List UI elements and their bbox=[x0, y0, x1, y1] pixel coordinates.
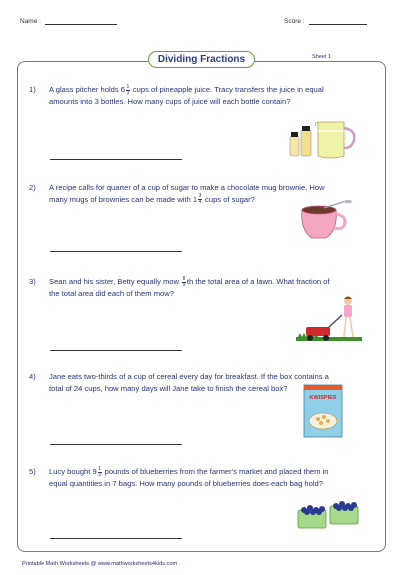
name-label: Name : bbox=[20, 18, 41, 25]
juice-pitcher-illustration bbox=[288, 112, 360, 160]
answer-line-5[interactable] bbox=[50, 538, 182, 539]
answer-line-3[interactable] bbox=[50, 350, 182, 351]
question-number: 5) bbox=[29, 467, 36, 476]
question-text: Sean and his sister, Betty equally mow $\frac{8}{9}$ th the total area of a lawn. What fraction of the total area did each of them mow? bbox=[49, 275, 330, 298]
score-label: Score : bbox=[284, 18, 305, 25]
fraction: $\frac{1}{3}$ bbox=[98, 465, 101, 478]
fraction: $\frac{8}{9}$ bbox=[182, 275, 186, 288]
cereal-box-illustration bbox=[302, 383, 346, 439]
footer-text: Printable Math Worksheets @ www.mathworksheets4kids.com bbox=[22, 561, 178, 567]
question-text: A glass pitcher holds 6 $\frac{1}{3}$ cups of pineapple juice. Tracy transfers the juice in equal amounts into 3 bottles. How many cups of juice will each bottle contain? bbox=[49, 83, 324, 106]
blueberries-illustration bbox=[296, 498, 362, 532]
fraction: $\frac{3}{4}$ bbox=[198, 193, 202, 205]
name-line[interactable] bbox=[45, 24, 117, 25]
name-field[interactable] bbox=[20, 18, 117, 25]
page-title: Dividing Fractions bbox=[148, 51, 255, 68]
answer-line-1[interactable] bbox=[50, 159, 182, 160]
question-number: 4) bbox=[29, 372, 36, 381]
question-number: 1) bbox=[29, 85, 36, 94]
lawn-mower-illustration bbox=[296, 293, 362, 347]
answer-line-4[interactable] bbox=[50, 444, 182, 445]
score-line[interactable] bbox=[309, 24, 367, 25]
answer-line-2[interactable] bbox=[50, 251, 182, 252]
sheet-label: Sheet 1 bbox=[312, 54, 331, 60]
question-text: Lucy bought 9 $\frac{1}{3}$ pounds of blueberries from the farmer's market and placed them in equal quantities in 7 bags. How many pounds of blueberries does each bag hold? bbox=[49, 465, 329, 488]
question-text: A recipe calls for quarter of a cup of sugar to make a chocolate mug brownie. How many mugs of brownies can be made with 1 $\frac{3}{4}$ cups of sugar? bbox=[49, 183, 325, 205]
mug-brownie-illustration bbox=[296, 200, 354, 242]
question-number: 3) bbox=[29, 277, 36, 286]
cereal-box-label: KWISPIES bbox=[309, 395, 337, 401]
question-number: 2) bbox=[29, 183, 36, 192]
score-field[interactable] bbox=[284, 18, 367, 25]
question-text: Jane eats two-thirds of a cup of cereal every day for breakfast. If the box contains a total of 24 cups, how many days will Jane take to finish the cereal box? bbox=[49, 372, 329, 393]
fraction: $\frac{1}{3}$ bbox=[126, 83, 130, 96]
